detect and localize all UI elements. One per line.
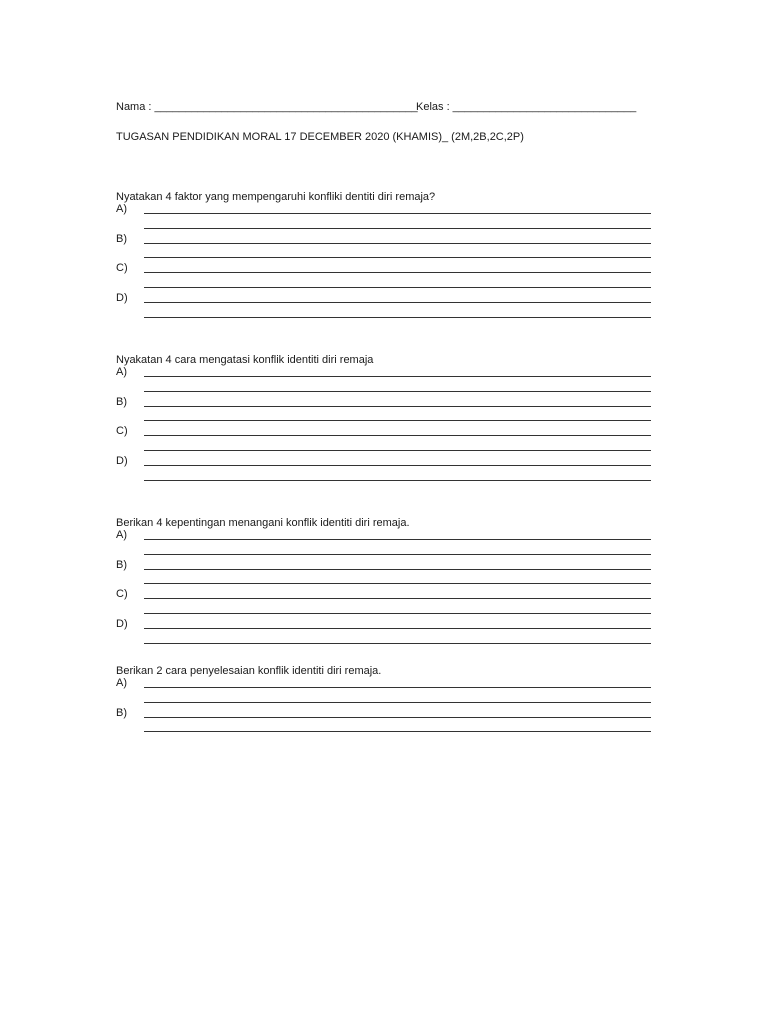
answer-line <box>144 717 651 718</box>
answer-line <box>144 554 651 555</box>
answer-item <box>116 620 656 650</box>
answer-line <box>144 613 651 614</box>
answer-label: A) <box>116 529 127 541</box>
answer-line <box>144 687 651 688</box>
kelas-field: Kelas : ______________________________ <box>416 101 637 113</box>
answer-item <box>116 531 656 561</box>
answer-label: A) <box>116 203 127 215</box>
answer-label: B) <box>116 395 127 408</box>
answer-item <box>116 457 656 487</box>
answer-label: A) <box>116 366 127 378</box>
answer-label: D) <box>116 455 128 468</box>
question-text: Berikan 4 kepentingan menangani konflik identiti diri remaja. <box>116 517 410 529</box>
question-text: Nyatakan 4 faktor yang mempengaruhi konfliki dentiti diri remaja? <box>116 191 436 203</box>
answer-label: D) <box>116 618 128 631</box>
worksheet-title: TUGASAN PENDIDIKAN MORAL 17 DECEMBER 2020 (KHAMIS)_ (2M,2B,2C,2P) <box>116 131 524 143</box>
answer-line <box>144 539 651 540</box>
answer-line <box>144 213 651 214</box>
answer-line <box>144 420 651 421</box>
answer-line <box>144 391 651 392</box>
answer-label: B) <box>116 706 127 719</box>
answer-item <box>116 395 656 428</box>
student-info-row <box>116 101 656 119</box>
answer-line <box>144 628 651 629</box>
question-text: Nyakatan 4 cara mengatasi konflik identiti diri remaja <box>116 354 374 366</box>
answer-line <box>144 731 651 732</box>
question-text: Berikan 2 cara penyelesaian konflik identiti diri remaja. <box>116 665 382 677</box>
answer-line <box>144 702 651 703</box>
answer-label: A) <box>116 677 127 689</box>
answer-item <box>116 427 656 457</box>
answer-label: B) <box>116 558 127 571</box>
answer-item <box>116 232 656 265</box>
answer-line <box>144 435 651 436</box>
answer-line <box>144 302 651 303</box>
answer-line <box>144 317 651 318</box>
answer-line <box>144 257 651 258</box>
answer-line <box>144 643 651 644</box>
question-section-4 <box>116 663 656 738</box>
answer-line <box>144 406 651 407</box>
answer-item <box>116 558 656 591</box>
answer-item <box>116 706 656 739</box>
answer-item <box>116 205 656 235</box>
nama-field: Nama : ___________________________________________ <box>116 101 418 113</box>
answer-line <box>144 480 651 481</box>
answer-line <box>144 598 651 599</box>
answer-line <box>144 287 651 288</box>
answer-item <box>116 368 656 398</box>
answer-label: D) <box>116 292 128 305</box>
answer-item <box>116 679 656 709</box>
answer-label: C) <box>116 425 128 438</box>
answer-label: C) <box>116 262 128 275</box>
answer-item <box>116 264 656 294</box>
question-section-3 <box>116 515 656 650</box>
answer-item <box>116 294 656 324</box>
question-section-1 <box>116 189 656 324</box>
answer-line <box>144 376 651 377</box>
answer-line <box>144 450 651 451</box>
question-section-2 <box>116 352 656 487</box>
answer-line <box>144 243 651 244</box>
answer-line <box>144 569 651 570</box>
answer-line <box>144 228 651 229</box>
answer-line <box>144 465 651 466</box>
answer-line <box>144 272 651 273</box>
answer-label: C) <box>116 588 128 601</box>
answer-label: B) <box>116 232 127 245</box>
answer-item <box>116 590 656 620</box>
answer-line <box>144 583 651 584</box>
